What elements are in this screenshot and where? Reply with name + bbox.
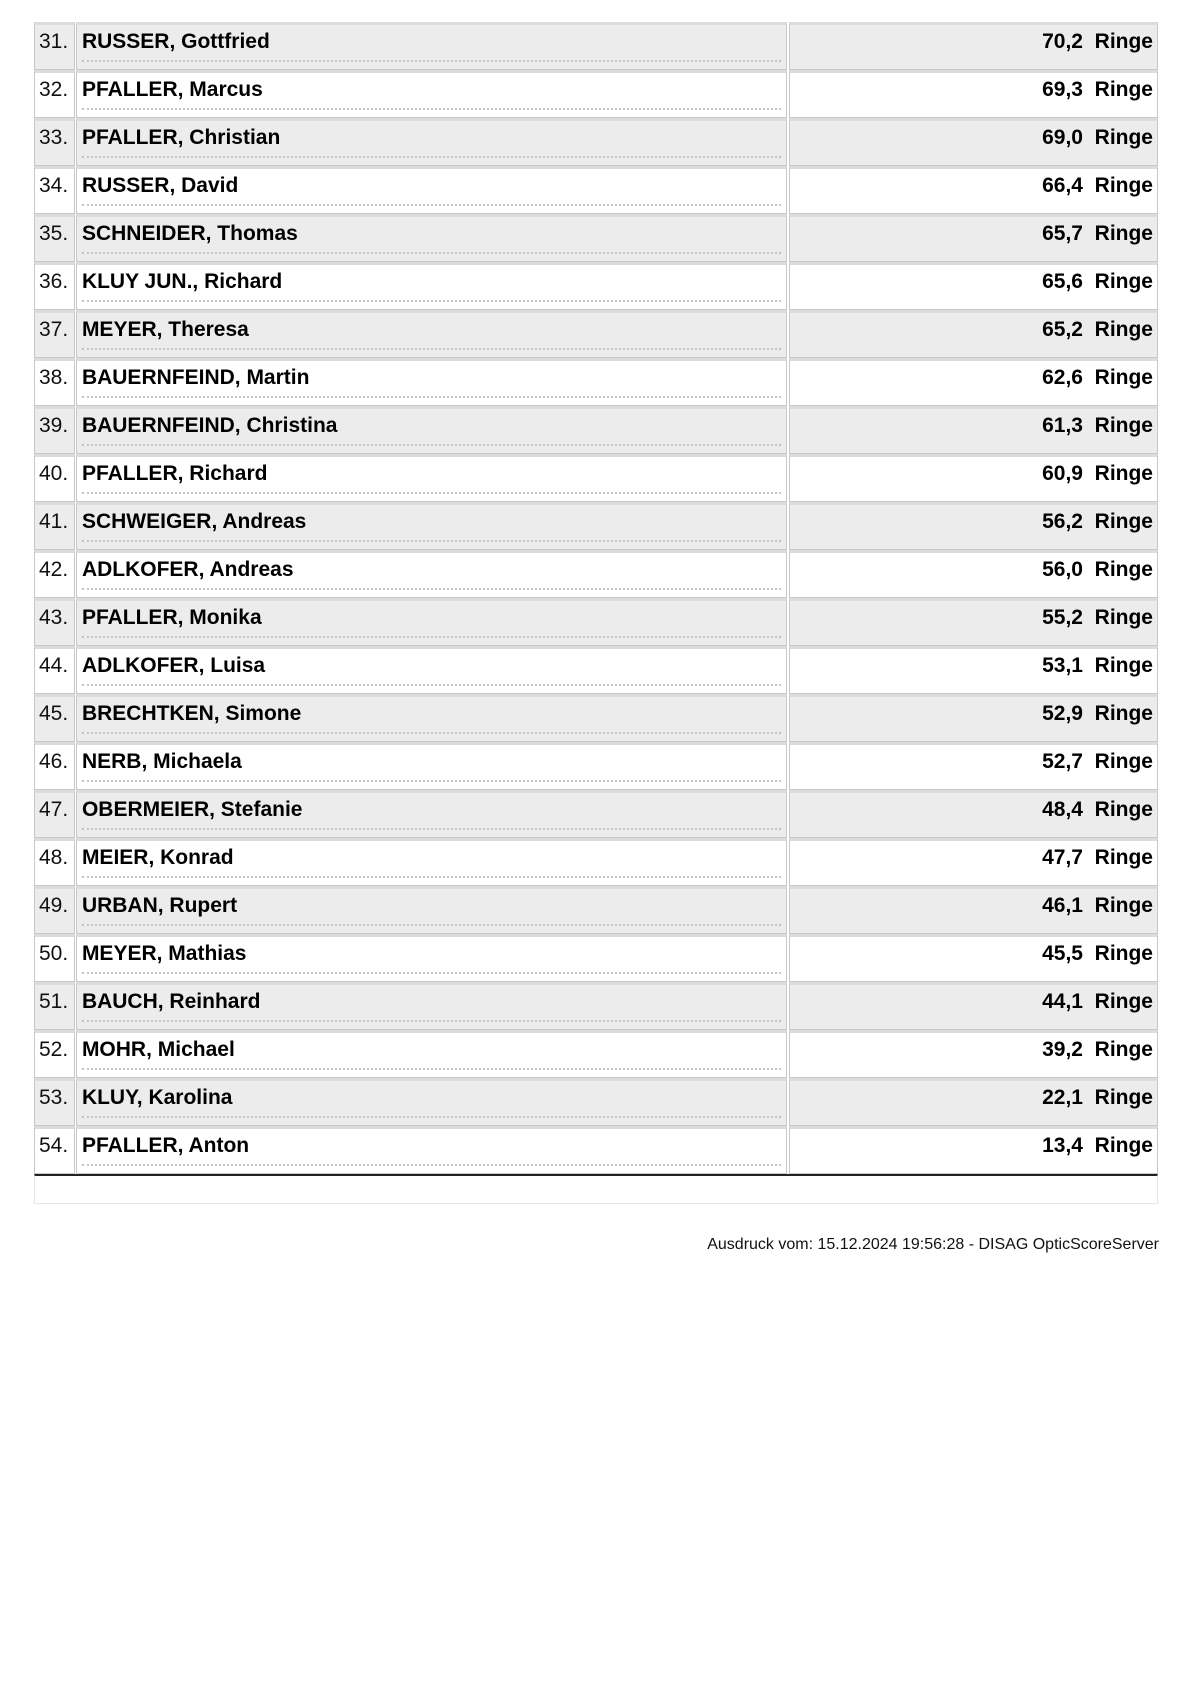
table-row <box>34 262 1158 310</box>
score-unit: Ringe <box>1094 414 1153 437</box>
name-cell: PFALLER, Monika <box>76 598 787 646</box>
score-unit: Ringe <box>1094 318 1153 341</box>
rank-cell: 44. <box>34 646 75 694</box>
score-cell <box>789 886 1158 934</box>
table-row <box>34 550 1158 598</box>
score-value: 66,4 <box>1042 174 1083 197</box>
name-cell: NERB, Michaela <box>76 742 787 790</box>
name-cell: MEIER, Konrad <box>76 838 787 886</box>
table-row <box>34 214 1158 262</box>
score-value: 60,9 <box>1042 462 1083 485</box>
score-cell <box>789 742 1158 790</box>
score-unit: Ringe <box>1094 1038 1153 1061</box>
score-cell <box>789 838 1158 886</box>
score-cell <box>789 70 1158 118</box>
score-value: 53,1 <box>1042 654 1083 677</box>
score-unit: Ringe <box>1094 462 1153 485</box>
table-row <box>34 166 1158 214</box>
name-cell: ADLKOFER, Andreas <box>76 550 787 598</box>
score-value: 52,7 <box>1042 750 1083 773</box>
score-unit: Ringe <box>1094 30 1153 53</box>
score-value: 65,7 <box>1042 222 1083 245</box>
table-row <box>34 22 1158 70</box>
score-value: 45,5 <box>1042 942 1083 965</box>
table-row <box>34 358 1158 406</box>
score-value: 13,4 <box>1042 1134 1083 1157</box>
name-cell: PFALLER, Richard <box>76 454 787 502</box>
score-cell <box>789 790 1158 838</box>
table-row <box>34 1030 1158 1078</box>
rank-cell: 42. <box>34 550 75 598</box>
results-table <box>34 22 1158 1174</box>
rank-cell: 33. <box>34 118 75 166</box>
score-cell <box>789 310 1158 358</box>
score-unit: Ringe <box>1094 510 1153 533</box>
score-value: 48,4 <box>1042 798 1083 821</box>
score-unit: Ringe <box>1094 366 1153 389</box>
rank-cell: 47. <box>34 790 75 838</box>
score-unit: Ringe <box>1094 798 1153 821</box>
name-cell: MEYER, Theresa <box>76 310 787 358</box>
rank-cell: 53. <box>34 1078 75 1126</box>
score-value: 46,1 <box>1042 894 1083 917</box>
score-cell <box>789 358 1158 406</box>
table-row <box>34 454 1158 502</box>
rank-cell: 34. <box>34 166 75 214</box>
name-cell: BAUCH, Reinhard <box>76 982 787 1030</box>
score-unit: Ringe <box>1094 174 1153 197</box>
score-cell <box>789 118 1158 166</box>
table-row <box>34 1126 1158 1174</box>
score-cell <box>789 1126 1158 1174</box>
name-cell: URBAN, Rupert <box>76 886 787 934</box>
score-cell <box>789 982 1158 1030</box>
table-row <box>34 1078 1158 1126</box>
score-value: 69,0 <box>1042 126 1083 149</box>
name-cell: BAUERNFEIND, Martin <box>76 358 787 406</box>
rank-cell: 35. <box>34 214 75 262</box>
score-cell <box>789 646 1158 694</box>
rank-cell: 46. <box>34 742 75 790</box>
score-cell <box>789 502 1158 550</box>
score-unit: Ringe <box>1094 606 1153 629</box>
rank-cell: 48. <box>34 838 75 886</box>
name-cell: SCHWEIGER, Andreas <box>76 502 787 550</box>
name-cell: BAUERNFEIND, Christina <box>76 406 787 454</box>
score-unit: Ringe <box>1094 558 1153 581</box>
score-cell <box>789 214 1158 262</box>
score-value: 47,7 <box>1042 846 1083 869</box>
name-cell: SCHNEIDER, Thomas <box>76 214 787 262</box>
score-unit: Ringe <box>1094 702 1153 725</box>
score-value: 56,2 <box>1042 510 1083 533</box>
name-cell: PFALLER, Marcus <box>76 70 787 118</box>
score-cell <box>789 406 1158 454</box>
rank-cell: 43. <box>34 598 75 646</box>
score-unit: Ringe <box>1094 654 1153 677</box>
name-cell: MOHR, Michael <box>76 1030 787 1078</box>
score-cell <box>789 454 1158 502</box>
name-cell: RUSSER, David <box>76 166 787 214</box>
rank-cell: 45. <box>34 694 75 742</box>
score-unit: Ringe <box>1094 1086 1153 1109</box>
table-row <box>34 886 1158 934</box>
score-cell <box>789 166 1158 214</box>
score-cell <box>789 1078 1158 1126</box>
score-value: 62,6 <box>1042 366 1083 389</box>
score-cell <box>789 550 1158 598</box>
name-cell: PFALLER, Christian <box>76 118 787 166</box>
name-cell: OBERMEIER, Stefanie <box>76 790 787 838</box>
table-row <box>34 838 1158 886</box>
score-cell <box>789 694 1158 742</box>
score-cell <box>789 598 1158 646</box>
table-row <box>34 934 1158 982</box>
table-row <box>34 790 1158 838</box>
name-cell: MEYER, Mathias <box>76 934 787 982</box>
table-row <box>34 598 1158 646</box>
name-cell: ADLKOFER, Luisa <box>76 646 787 694</box>
rank-cell: 49. <box>34 886 75 934</box>
name-cell: KLUY, Karolina <box>76 1078 787 1126</box>
table-row <box>34 502 1158 550</box>
rank-cell: 36. <box>34 262 75 310</box>
score-unit: Ringe <box>1094 1134 1153 1157</box>
score-unit: Ringe <box>1094 78 1153 101</box>
score-value: 61,3 <box>1042 414 1083 437</box>
rank-cell: 38. <box>34 358 75 406</box>
score-value: 22,1 <box>1042 1086 1083 1109</box>
score-unit: Ringe <box>1094 270 1153 293</box>
score-unit: Ringe <box>1094 222 1153 245</box>
table-row <box>34 982 1158 1030</box>
score-cell <box>789 934 1158 982</box>
name-cell: PFALLER, Anton <box>76 1126 787 1174</box>
rank-cell: 51. <box>34 982 75 1030</box>
rank-cell: 54. <box>34 1126 75 1174</box>
score-value: 39,2 <box>1042 1038 1083 1061</box>
score-unit: Ringe <box>1094 942 1153 965</box>
rank-cell: 37. <box>34 310 75 358</box>
table-row <box>34 742 1158 790</box>
name-cell: KLUY JUN., Richard <box>76 262 787 310</box>
score-cell <box>789 22 1158 70</box>
table-row <box>34 118 1158 166</box>
table-row <box>34 694 1158 742</box>
score-cell <box>789 1030 1158 1078</box>
name-cell: BRECHTKEN, Simone <box>76 694 787 742</box>
score-value: 55,2 <box>1042 606 1083 629</box>
score-value: 44,1 <box>1042 990 1083 1013</box>
score-value: 56,0 <box>1042 558 1083 581</box>
rank-cell: 41. <box>34 502 75 550</box>
score-unit: Ringe <box>1094 750 1153 773</box>
table-row <box>34 646 1158 694</box>
score-value: 65,6 <box>1042 270 1083 293</box>
score-value: 65,2 <box>1042 318 1083 341</box>
table-footer-bar <box>34 1174 1158 1204</box>
score-value: 69,3 <box>1042 78 1083 101</box>
rank-cell: 40. <box>34 454 75 502</box>
print-footer: Ausdruck vom: 15.12.2024 19:56:28 - DISAG OpticScoreServer <box>707 1236 1159 1253</box>
score-unit: Ringe <box>1094 990 1153 1013</box>
rank-cell: 50. <box>34 934 75 982</box>
table-row <box>34 406 1158 454</box>
score-cell <box>789 262 1158 310</box>
rank-cell: 52. <box>34 1030 75 1078</box>
score-value: 52,9 <box>1042 702 1083 725</box>
name-cell: RUSSER, Gottfried <box>76 22 787 70</box>
rank-cell: 31. <box>34 22 75 70</box>
score-value: 70,2 <box>1042 30 1083 53</box>
rank-cell: 39. <box>34 406 75 454</box>
score-unit: Ringe <box>1094 894 1153 917</box>
table-row <box>34 310 1158 358</box>
score-unit: Ringe <box>1094 846 1153 869</box>
table-row <box>34 70 1158 118</box>
rank-cell: 32. <box>34 70 75 118</box>
score-unit: Ringe <box>1094 126 1153 149</box>
